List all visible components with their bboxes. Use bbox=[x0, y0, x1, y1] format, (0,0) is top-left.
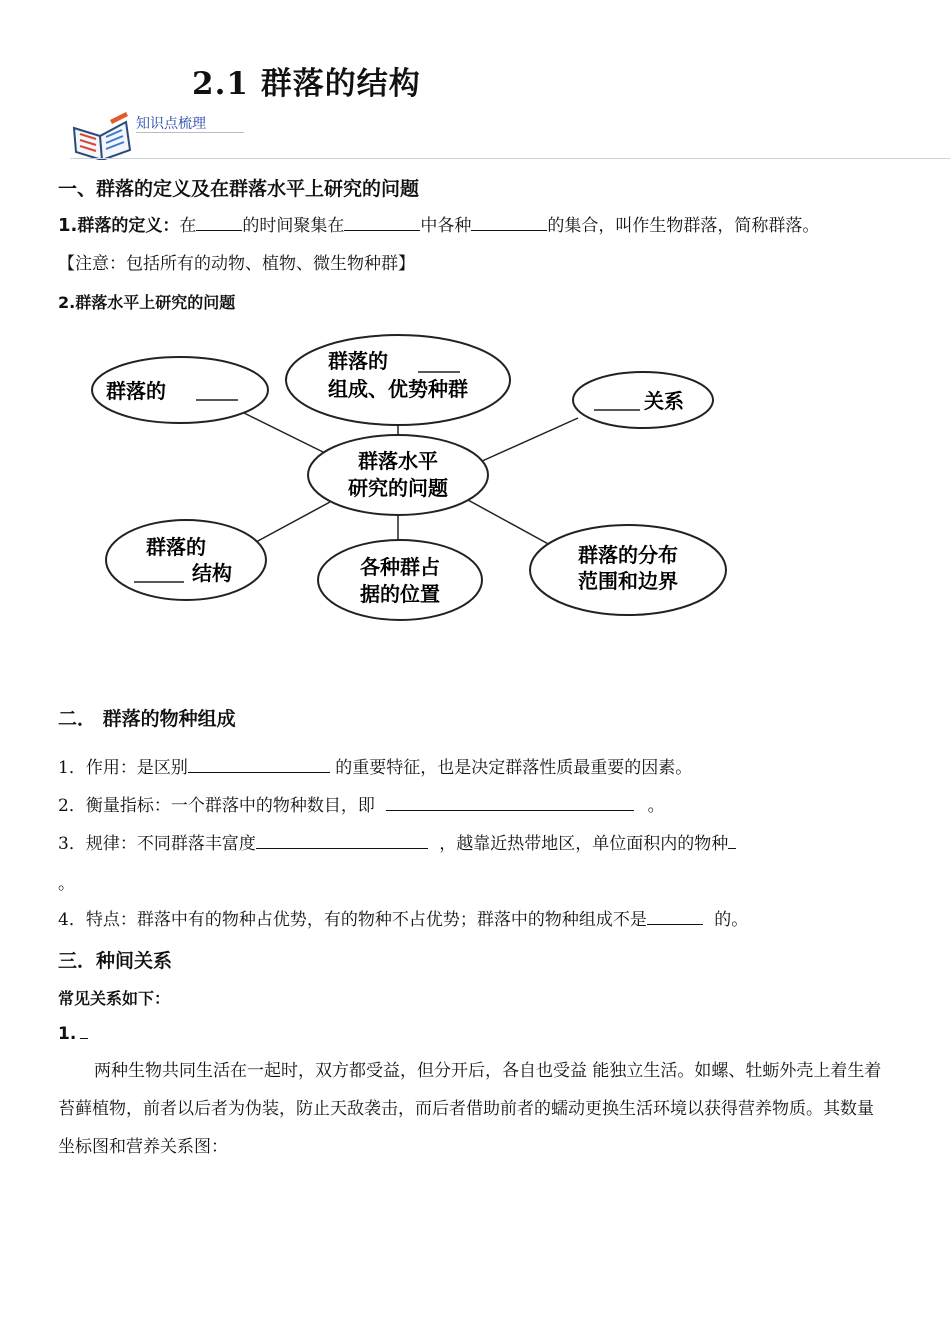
definition-text-3: 中各种 bbox=[420, 216, 472, 236]
definition-text-1: 在 bbox=[179, 216, 197, 236]
s2-item-3-text-a: 3．规律：不同群落丰富度 bbox=[58, 834, 256, 854]
label-underline bbox=[136, 132, 244, 133]
definition-text-4: 的集合，叫作生物群落，简称群落。 bbox=[547, 216, 820, 236]
node-6-label-2: 范围和边界 bbox=[578, 569, 678, 593]
node-5-label-2: 据的位置 bbox=[360, 582, 440, 606]
blank-population bbox=[471, 214, 547, 231]
blank-difference bbox=[256, 832, 428, 849]
concept-diagram bbox=[88, 330, 738, 630]
note-line: 【注意：包括所有的动物、植物、微生物种群】 bbox=[58, 254, 415, 274]
section-label: 知识点梳理 bbox=[136, 116, 206, 132]
blank-area bbox=[344, 214, 420, 231]
connector-line bbox=[468, 500, 552, 546]
node-1-label: 群落的 bbox=[106, 379, 166, 403]
section-2-heading: 二． 群落的物种组成 bbox=[58, 708, 236, 730]
page-title: 2.1 群落的结构 bbox=[192, 66, 421, 102]
node-structure bbox=[106, 520, 266, 600]
relation-1-line bbox=[58, 1022, 88, 1046]
relation-1-number: 1. bbox=[58, 1024, 77, 1044]
definition-label: 群落的定义： bbox=[77, 216, 180, 236]
s2-item-2-text-b: 。 bbox=[647, 796, 665, 816]
s2-item-3 bbox=[58, 832, 736, 856]
node-2-label-2: 组成、优势种群 bbox=[328, 377, 468, 401]
section-1-heading: 一、群落的定义及在群落水平上研究的问题 bbox=[58, 178, 420, 200]
node-4-label-1: 群落的 bbox=[146, 535, 206, 559]
node-6-label-1: 群落的分布 bbox=[578, 543, 678, 567]
book-icon bbox=[68, 110, 134, 160]
s2-item-2-text-a: 2．衡量指标：一个群落中的物种数目，即 bbox=[58, 796, 375, 816]
s2-item-3-end: 。 bbox=[58, 874, 75, 894]
center-label-2: 研究的问题 bbox=[348, 476, 448, 500]
section-3-subheading: 常见关系如下： bbox=[58, 989, 171, 1008]
s2-item-4 bbox=[58, 908, 748, 932]
definition-number: 1. bbox=[58, 215, 78, 236]
blank-fixed bbox=[647, 908, 703, 925]
blank-community bbox=[188, 756, 330, 773]
s2-item-4-text-b: 的。 bbox=[714, 910, 749, 930]
node-2-label-1: 群落的 bbox=[328, 349, 388, 373]
node-4-label-2: 结构 bbox=[192, 561, 232, 585]
blank-relation-1 bbox=[80, 1022, 88, 1039]
s2-item-1 bbox=[58, 756, 692, 780]
blank-species bbox=[728, 832, 736, 849]
center-node bbox=[308, 435, 488, 515]
connector-line bbox=[256, 502, 330, 542]
connector-line bbox=[480, 418, 578, 462]
node-5-label-1: 各种群占 bbox=[360, 555, 440, 579]
s2-item-1-text-b: 的重要特征，也是决定群落性质最重要的因素。 bbox=[335, 758, 693, 778]
s2-item-1-text-a: 1．作用：是区别 bbox=[58, 758, 188, 778]
s2-item-3-text-b: ，越靠近热带地区，单位面积内的物种 bbox=[439, 834, 729, 854]
blank-time bbox=[196, 214, 242, 231]
center-label-1: 群落水平 bbox=[358, 449, 438, 473]
relation-1-paragraph: 两种生物共同生活在一起时，双方都受益，但分开后，各自也受益 能独立生活。如螺、牡蛎外壳上着生着苔藓植物，前者以后者为伪装，防止天敌袭击，而后者借助前者的蠕动更换生活环境以获得营养物质。其数量坐标图和营养关系图： bbox=[58, 1061, 882, 1157]
definition-text-2: 的时间聚集在 bbox=[242, 216, 345, 236]
subsection-2-heading: 2.群落水平上研究的问题 bbox=[58, 293, 236, 312]
section-3-heading: 三．种间关系 bbox=[58, 950, 173, 972]
blank-richness bbox=[386, 794, 634, 811]
node-3-label: 关系 bbox=[644, 389, 684, 413]
definition-line bbox=[58, 214, 819, 238]
node-position bbox=[318, 540, 482, 620]
connector-line bbox=[238, 410, 323, 452]
s2-item-2 bbox=[58, 794, 665, 818]
node-relation bbox=[573, 372, 713, 428]
s2-item-4-text-a: 4．特点：群落中有的物种占优势，有的物种不占优势；群落中的物种组成不是 bbox=[58, 910, 647, 930]
header-divider bbox=[70, 158, 950, 159]
